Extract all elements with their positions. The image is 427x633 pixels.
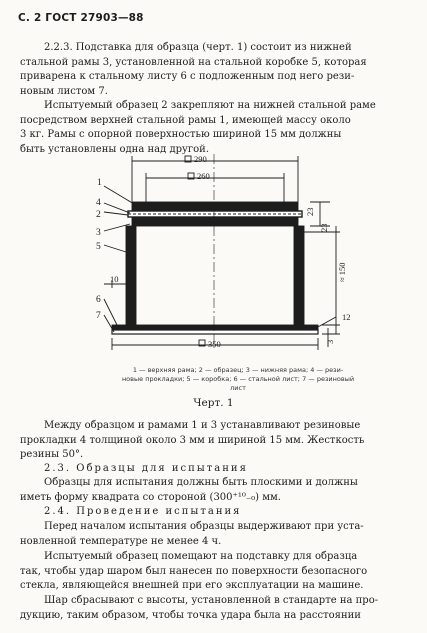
label-1: 1 xyxy=(97,178,102,188)
text-line: стальной рамы 3, установленной на стальной коробке 5, которая xyxy=(20,56,367,68)
text-line: быть установлены одна над другой. xyxy=(20,143,209,155)
text-line: дукцию, таким образом, чтобы точка удара была на расстоянии xyxy=(20,609,361,621)
text-line: резины 50°. xyxy=(20,449,84,461)
text-line: стекла, являющейся внешней при его эксплуатации на машине. xyxy=(20,580,364,592)
dim-150: ≈ 150 xyxy=(337,262,347,282)
figure-1 xyxy=(0,152,427,402)
legend-line: лист xyxy=(230,384,246,392)
dim-260: 260 xyxy=(197,171,210,181)
paragraph-ball-drop xyxy=(20,594,404,623)
section-2-4-title xyxy=(20,505,404,520)
dim-350: 350 xyxy=(208,339,221,349)
paragraph-2-2-3 xyxy=(20,41,404,99)
section-2-3-title xyxy=(20,462,404,477)
text-line: 3 кг. Рамы с опорной поверхностью шириной 15 мм должны xyxy=(20,129,342,141)
dim-12: 12 xyxy=(342,312,351,322)
stand-drawing xyxy=(0,152,427,402)
label-5: 5 xyxy=(96,242,101,252)
text-line: прокладки 4 толщиной около 3 мм и шириной 15 мм. Жесткость xyxy=(20,434,365,446)
figure-caption: Черт. 1 xyxy=(193,397,234,409)
label-6: 6 xyxy=(96,295,101,305)
text-line: приварена к стальному листу 6 с подложенным под него рези- xyxy=(20,71,355,83)
text-line: 2.2.3. Подставка для образца (черт. 1) состоит из нижней xyxy=(44,42,352,53)
figure-legend xyxy=(118,366,358,393)
label-4: 4 xyxy=(96,198,101,208)
text-line: Испытуемый образец 2 закрепляют на нижней стальной раме xyxy=(44,100,376,111)
text-line: новым листом 7. xyxy=(20,85,108,97)
text-line: Шар сбрасывают с высоты, установленной в стандарте на про- xyxy=(44,595,379,606)
paragraph-gaskets xyxy=(20,419,404,463)
page-header: С. 2 ГОСТ 27903—88 xyxy=(18,12,144,24)
legend-line: 1 — верхняя рама; 2 — образец; 3 — нижняя рама; 4 — рези- xyxy=(132,366,344,374)
text-line: посредством верхней стальной рамы 1, имеющей массу около xyxy=(20,114,351,126)
text-line: новленной температуре не менее 4 ч. xyxy=(20,535,222,547)
text-line: Образцы для испытания должны быть плоскими и должны xyxy=(44,477,358,488)
section-heading: 2.4. Проведение испытания xyxy=(44,506,242,517)
paragraph-placement xyxy=(20,550,404,594)
legend-line: новые прокладки; 5 — коробка; 6 — стальной лист; 7 — резиновый xyxy=(121,375,355,383)
dim-23-upper: 23 xyxy=(305,207,315,216)
paragraph-conditioning xyxy=(20,520,404,549)
paragraph-sample-mounting xyxy=(20,99,404,157)
dim-23-lower: 23 xyxy=(319,223,329,232)
text-line: так, чтобы удар шаром был нанесен по поверхности безопасного xyxy=(20,565,368,577)
dim-10: 10 xyxy=(110,274,119,284)
label-3: 3 xyxy=(96,228,101,238)
text-line: Перед началом испытания образцы выдерживают при уста- xyxy=(44,521,364,532)
dim-3: 3 xyxy=(325,339,335,344)
label-7: 7 xyxy=(96,311,101,321)
section-heading: 2.3. Образцы для испытания xyxy=(44,463,248,474)
label-2: 2 xyxy=(96,210,101,220)
text-line: Между образцом и рамами 1 и 3 устанавливают резиновые xyxy=(44,420,361,431)
paragraph-samples xyxy=(20,476,404,505)
dim-290: 290 xyxy=(194,154,207,164)
text-line: Испытуемый образец помещают на подставку для образца xyxy=(44,551,358,562)
text-line: иметь форму квадрата со стороной (300⁺¹⁰₋₀) мм. xyxy=(20,491,281,503)
